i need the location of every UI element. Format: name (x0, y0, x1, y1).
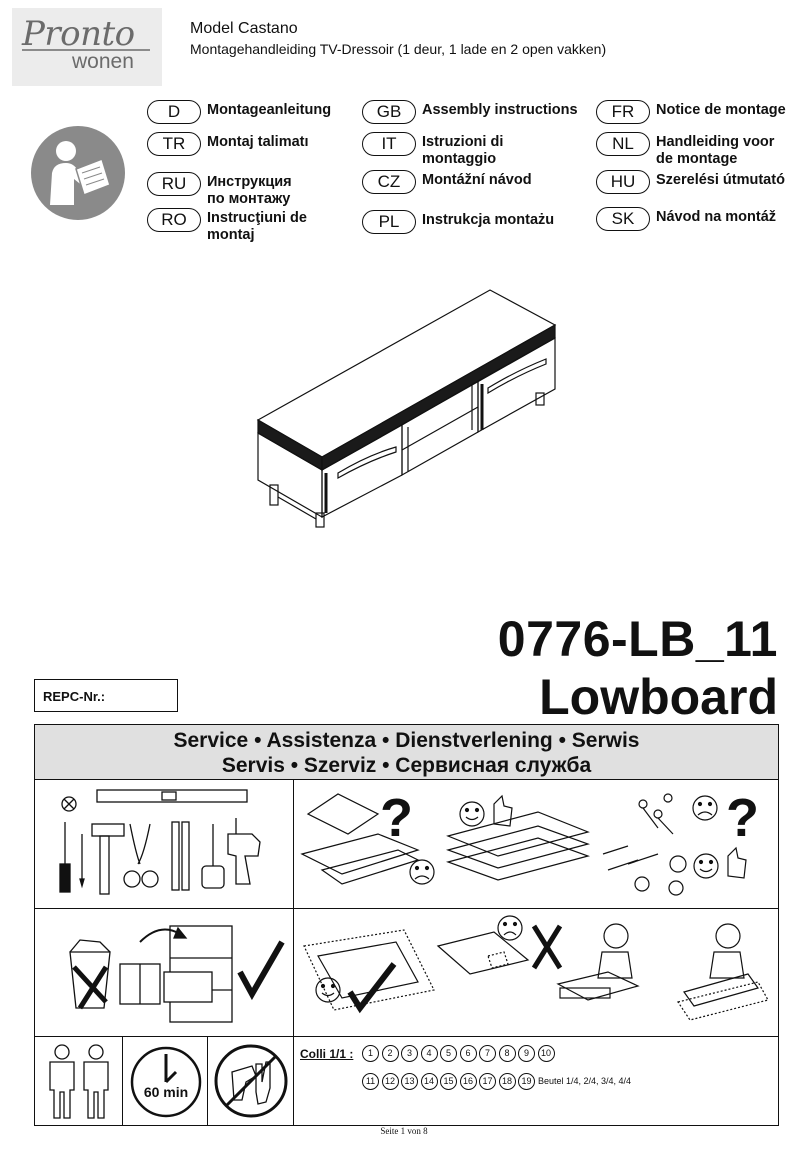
lang-name: Szerelési útmutató (656, 172, 785, 188)
lang-it (362, 132, 532, 168)
lang-code: NL (596, 132, 650, 156)
service-header (35, 725, 778, 780)
colli-number: 6 (460, 1045, 477, 1062)
lang-code: GB (362, 100, 416, 124)
colli-number: 2 (382, 1045, 399, 1062)
lang-sk (596, 207, 806, 231)
lang-name: Montaj talimatı (207, 134, 309, 150)
question-mark-left: ? (380, 788, 413, 848)
colli-row-1 (362, 1045, 562, 1063)
colli-number: 11 (362, 1073, 379, 1090)
question-mark-right: ? (726, 788, 759, 848)
lang-de (147, 100, 357, 124)
lang-name: Инструкция по монтажу (207, 174, 292, 207)
tools-icon (40, 784, 290, 906)
product-name: Lowboard (539, 669, 778, 725)
product-code: 0776-LB_11 (497, 611, 778, 667)
lang-ru (147, 172, 312, 208)
colli-number: 19 (518, 1073, 535, 1090)
colli-number: 12 (382, 1073, 399, 1090)
colli-number: 1 (362, 1045, 379, 1062)
colli-number: 14 (421, 1073, 438, 1090)
lowboard-illustration (250, 285, 565, 535)
colli-number: 9 (518, 1045, 535, 1062)
keep-instructions-icon (40, 912, 290, 1034)
clock-icon (128, 1042, 204, 1120)
service-line-1: Service • Assistenza • Dienstverlening • Serwis (173, 729, 640, 752)
time-estimate: 60 min (143, 1084, 189, 1100)
lang-code: D (147, 100, 201, 124)
lang-code: RU (147, 172, 201, 196)
document-subtitle: Montagehandleiding TV-Dressoir (1 deur, 1 lade en 2 open vakken) (190, 41, 607, 57)
lang-cz (362, 170, 572, 194)
lang-name: Assembly instructions (422, 102, 578, 118)
parts-check-icon (298, 784, 776, 906)
work-surface-icon (298, 912, 776, 1034)
lang-gb (362, 100, 592, 124)
model-title: Model Castano (190, 20, 298, 37)
brand-sub: wonen (72, 50, 134, 73)
lang-code: HU (596, 170, 650, 194)
lang-code: FR (596, 100, 650, 124)
lang-name: Návod na montáž (656, 209, 777, 225)
lang-code: IT (362, 132, 416, 156)
lang-name: Instrucţiuni de montaj (207, 210, 307, 243)
lang-pl (362, 210, 582, 234)
lang-tr (147, 132, 357, 156)
colli-label: Colli 1/1 : (300, 1047, 354, 1061)
colli-number: 10 (538, 1045, 555, 1062)
colli-number: 5 (440, 1045, 457, 1062)
no-power-tools-icon (212, 1042, 290, 1120)
colli-number: 15 (440, 1073, 457, 1090)
lang-code: CZ (362, 170, 416, 194)
two-persons-icon (40, 1042, 118, 1122)
repc-number-field[interactable]: REPC-Nr.: (34, 679, 178, 712)
service-line-2: Servis • Szerviz • Сервисная служба (221, 754, 592, 777)
lang-fr (596, 100, 806, 124)
lang-hu (596, 170, 808, 194)
colli-number: 3 (401, 1045, 418, 1062)
colli-number: 16 (460, 1073, 477, 1090)
lang-name: Montageanleitung (207, 102, 332, 118)
lang-ro (147, 208, 307, 244)
lang-code: SK (596, 207, 650, 231)
lang-name: Instrukcja montażu (422, 212, 555, 228)
brand-name: Pronto (22, 14, 135, 54)
read-manual-icon (30, 125, 126, 221)
lang-code: RO (147, 208, 201, 232)
lang-nl (596, 132, 791, 168)
page-number: Seite 1 von 8 (380, 1126, 428, 1136)
bag-info: Beutel 1/4, 2/4, 3/4, 4/4 (538, 1076, 632, 1086)
colli-number: 17 (479, 1073, 496, 1090)
colli-number: 18 (499, 1073, 516, 1090)
colli-number: 7 (479, 1045, 496, 1062)
lang-code: PL (362, 210, 416, 234)
colli-number: 13 (401, 1073, 418, 1090)
colli-number: 8 (499, 1045, 516, 1062)
colli-row-2 (362, 1073, 542, 1091)
lang-name: Notice de montage (656, 102, 786, 118)
lang-code: TR (147, 132, 201, 156)
lang-name: Handleiding voor de montage (656, 134, 775, 167)
lang-name: Istruzioni di montaggio (422, 134, 504, 167)
lang-name: Montážní návod (422, 172, 532, 188)
colli-number: 4 (421, 1045, 438, 1062)
